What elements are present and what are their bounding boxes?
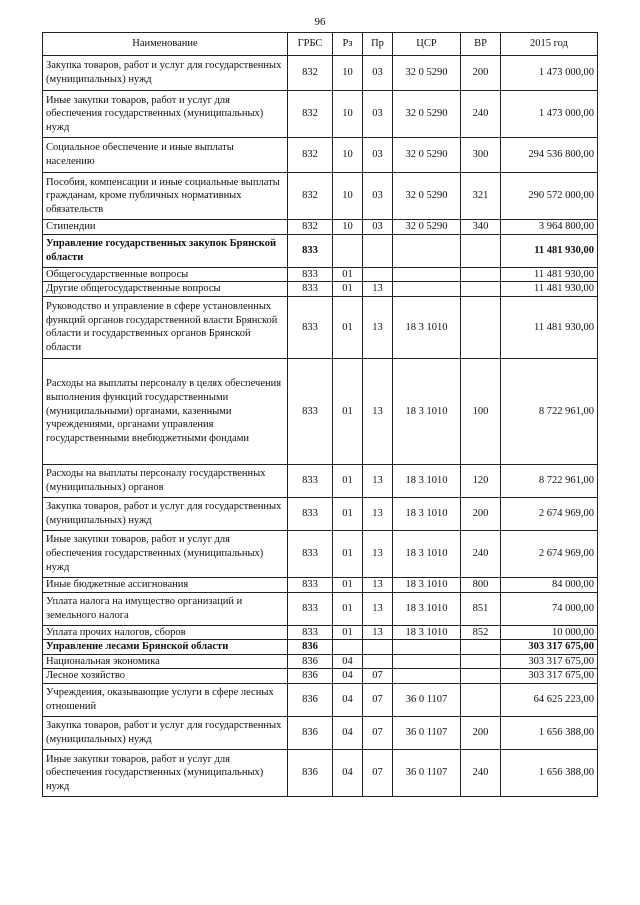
- row-vr: [461, 234, 501, 267]
- row-csr: 18 3 1010: [393, 497, 461, 530]
- row-grbs: 833: [288, 234, 333, 267]
- row-pr: 03: [363, 173, 393, 220]
- row-vr: [461, 654, 501, 669]
- row-name: Иные бюджетные ассигнования: [43, 577, 288, 592]
- row-rz: 01: [333, 296, 363, 358]
- row-csr: [393, 267, 461, 282]
- row-vr: 200: [461, 497, 501, 530]
- row-csr: [393, 282, 461, 297]
- table-row: [43, 267, 598, 282]
- row-name: Закупка товаров, работ и услуг для государственных (муниципальных) нужд: [43, 717, 288, 750]
- row-name: Стипендии: [43, 220, 288, 235]
- table-row: [43, 220, 598, 235]
- row-rz: 04: [333, 654, 363, 669]
- table-row: [43, 234, 598, 267]
- row-grbs: 832: [288, 138, 333, 173]
- header-vr: ВР: [461, 33, 501, 56]
- table-row: [43, 669, 598, 684]
- header-amount-2015: 2015 год: [501, 33, 598, 56]
- header-csr: ЦСР: [393, 33, 461, 56]
- row-amount: 303 317 675,00: [501, 640, 598, 655]
- row-vr: [461, 282, 501, 297]
- row-vr: 240: [461, 91, 501, 138]
- row-rz: 10: [333, 91, 363, 138]
- row-pr: 13: [363, 625, 393, 640]
- row-amount: 11 481 930,00: [501, 267, 598, 282]
- row-vr: [461, 267, 501, 282]
- header-rz: Рз: [333, 33, 363, 56]
- table-row: [43, 91, 598, 138]
- row-csr: 18 3 1010: [393, 530, 461, 577]
- row-vr: 120: [461, 464, 501, 497]
- row-grbs: 833: [288, 358, 333, 464]
- row-name: Расходы на выплаты персоналу государственных (муниципальных) органов: [43, 464, 288, 497]
- row-grbs: 833: [288, 577, 333, 592]
- row-vr: [461, 640, 501, 655]
- header-pr: Пр: [363, 33, 393, 56]
- row-csr: [393, 640, 461, 655]
- table-row: [43, 750, 598, 797]
- table-row: [43, 654, 598, 669]
- row-csr: 32 0 5290: [393, 138, 461, 173]
- row-name: Управление государственных закупок Брянской области: [43, 234, 288, 267]
- row-vr: 300: [461, 138, 501, 173]
- row-name: Другие общегосударственные вопросы: [43, 282, 288, 297]
- row-vr: 200: [461, 717, 501, 750]
- row-vr: 100: [461, 358, 501, 464]
- row-name: Закупка товаров, работ и услуг для государственных (муниципальных) нужд: [43, 497, 288, 530]
- row-pr: [363, 654, 393, 669]
- row-csr: [393, 654, 461, 669]
- row-csr: 32 0 5290: [393, 91, 461, 138]
- row-vr: 240: [461, 530, 501, 577]
- table-row: [43, 577, 598, 592]
- row-vr: 852: [461, 625, 501, 640]
- row-grbs: 836: [288, 654, 333, 669]
- row-rz: 01: [333, 282, 363, 297]
- row-grbs: 833: [288, 625, 333, 640]
- row-csr: 32 0 5290: [393, 220, 461, 235]
- row-grbs: 836: [288, 669, 333, 684]
- row-csr: [393, 669, 461, 684]
- row-name: Расходы на выплаты персоналу в целях обеспечения выполнения функций государственными (муниципальными) органами, казенными учреждениями, органами управления государственными внебюджетными фондами: [43, 358, 288, 464]
- row-vr: [461, 684, 501, 717]
- table-row: [43, 296, 598, 358]
- row-pr: 13: [363, 497, 393, 530]
- row-amount: 8 722 961,00: [501, 358, 598, 464]
- row-rz: 04: [333, 717, 363, 750]
- table-row: [43, 138, 598, 173]
- row-rz: [333, 234, 363, 267]
- row-rz: 04: [333, 669, 363, 684]
- row-amount: 84 000,00: [501, 577, 598, 592]
- row-amount: 303 317 675,00: [501, 654, 598, 669]
- table-row: [43, 282, 598, 297]
- row-grbs: 833: [288, 497, 333, 530]
- row-grbs: 833: [288, 530, 333, 577]
- table-row: [43, 684, 598, 717]
- row-rz: 01: [333, 530, 363, 577]
- row-name: Уплата налога на имущество организаций и земельного налога: [43, 592, 288, 625]
- row-amount: 3 964 800,00: [501, 220, 598, 235]
- row-csr: 18 3 1010: [393, 592, 461, 625]
- row-csr: [393, 234, 461, 267]
- header-grbs: ГРБС: [288, 33, 333, 56]
- row-grbs: 836: [288, 640, 333, 655]
- row-amount: 1 656 388,00: [501, 717, 598, 750]
- row-name: Социальное обеспечение и иные выплаты населению: [43, 138, 288, 173]
- row-grbs: 836: [288, 684, 333, 717]
- row-amount: 11 481 930,00: [501, 234, 598, 267]
- row-amount: 1 473 000,00: [501, 91, 598, 138]
- row-csr: 32 0 5290: [393, 56, 461, 91]
- row-pr: 13: [363, 577, 393, 592]
- row-csr: 36 0 1107: [393, 717, 461, 750]
- row-amount: 303 317 675,00: [501, 669, 598, 684]
- row-amount: 11 481 930,00: [501, 296, 598, 358]
- row-csr: 32 0 5290: [393, 173, 461, 220]
- row-pr: [363, 234, 393, 267]
- row-pr: 07: [363, 717, 393, 750]
- table-header-row: [43, 33, 598, 56]
- row-name: Иные закупки товаров, работ и услуг для обеспечения государственных (муниципальных) нужд: [43, 750, 288, 797]
- row-amount: 1 656 388,00: [501, 750, 598, 797]
- row-grbs: 833: [288, 296, 333, 358]
- row-amount: 1 473 000,00: [501, 56, 598, 91]
- row-rz: 01: [333, 267, 363, 282]
- row-pr: 13: [363, 296, 393, 358]
- row-pr: [363, 267, 393, 282]
- row-rz: 04: [333, 684, 363, 717]
- row-csr: 18 3 1010: [393, 358, 461, 464]
- row-pr: 13: [363, 592, 393, 625]
- row-pr: 13: [363, 464, 393, 497]
- row-grbs: 836: [288, 717, 333, 750]
- row-amount: 10 000,00: [501, 625, 598, 640]
- row-vr: 800: [461, 577, 501, 592]
- table-row: [43, 592, 598, 625]
- row-pr: 07: [363, 684, 393, 717]
- row-vr: 240: [461, 750, 501, 797]
- row-name: Иные закупки товаров, работ и услуг для обеспечения государственных (муниципальных) нужд: [43, 530, 288, 577]
- table-row: [43, 56, 598, 91]
- row-pr: 03: [363, 138, 393, 173]
- row-grbs: 832: [288, 173, 333, 220]
- table-row: [43, 173, 598, 220]
- table-row: [43, 497, 598, 530]
- row-vr: [461, 296, 501, 358]
- table-row: [43, 358, 598, 464]
- row-rz: 10: [333, 56, 363, 91]
- row-grbs: 833: [288, 267, 333, 282]
- row-csr: 18 3 1010: [393, 625, 461, 640]
- header-name: Наименование: [43, 33, 288, 56]
- row-pr: 03: [363, 91, 393, 138]
- row-name: Иные закупки товаров, работ и услуг для обеспечения государственных (муниципальных) нужд: [43, 91, 288, 138]
- row-amount: 2 674 969,00: [501, 497, 598, 530]
- row-grbs: 833: [288, 592, 333, 625]
- row-rz: 01: [333, 577, 363, 592]
- row-name: Учреждения, оказывающие услуги в сфере лесных отношений: [43, 684, 288, 717]
- row-pr: 13: [363, 530, 393, 577]
- row-rz: 10: [333, 173, 363, 220]
- row-name: Управление лесами Брянской области: [43, 640, 288, 655]
- row-rz: 10: [333, 138, 363, 173]
- row-rz: 01: [333, 464, 363, 497]
- row-rz: 10: [333, 220, 363, 235]
- row-vr: 200: [461, 56, 501, 91]
- row-name: Пособия, компенсации и иные социальные выплаты гражданам, кроме публичных нормативных обязательств: [43, 173, 288, 220]
- row-amount: 11 481 930,00: [501, 282, 598, 297]
- row-vr: 321: [461, 173, 501, 220]
- row-name: Национальная экономика: [43, 654, 288, 669]
- table-row: [43, 464, 598, 497]
- row-amount: 294 536 800,00: [501, 138, 598, 173]
- row-grbs: 836: [288, 750, 333, 797]
- row-amount: 74 000,00: [501, 592, 598, 625]
- table-row: [43, 530, 598, 577]
- row-vr: 340: [461, 220, 501, 235]
- row-rz: 01: [333, 358, 363, 464]
- row-name: Руководство и управление в сфере установленных функций органов государственной власти Брянской области и государственных органов Брянской области: [43, 296, 288, 358]
- row-amount: 64 625 223,00: [501, 684, 598, 717]
- row-name: Общегосударственные вопросы: [43, 267, 288, 282]
- row-pr: 13: [363, 282, 393, 297]
- row-pr: 13: [363, 358, 393, 464]
- row-name: Лесное хозяйство: [43, 669, 288, 684]
- row-csr: 18 3 1010: [393, 577, 461, 592]
- row-grbs: 833: [288, 282, 333, 297]
- row-rz: 04: [333, 750, 363, 797]
- row-grbs: 832: [288, 56, 333, 91]
- row-grbs: 832: [288, 220, 333, 235]
- row-rz: 01: [333, 625, 363, 640]
- row-pr: 07: [363, 750, 393, 797]
- table-row: [43, 640, 598, 655]
- row-csr: 36 0 1107: [393, 684, 461, 717]
- row-pr: [363, 640, 393, 655]
- row-vr: 851: [461, 592, 501, 625]
- row-name: Закупка товаров, работ и услуг для государственных (муниципальных) нужд: [43, 56, 288, 91]
- row-csr: 18 3 1010: [393, 296, 461, 358]
- table-row: [43, 717, 598, 750]
- row-csr: 18 3 1010: [393, 464, 461, 497]
- row-vr: [461, 669, 501, 684]
- row-pr: 07: [363, 669, 393, 684]
- row-amount: 2 674 969,00: [501, 530, 598, 577]
- table-row: [43, 625, 598, 640]
- row-amount: 8 722 961,00: [501, 464, 598, 497]
- row-grbs: 833: [288, 464, 333, 497]
- row-name: Уплата прочих налогов, сборов: [43, 625, 288, 640]
- row-rz: [333, 640, 363, 655]
- row-rz: 01: [333, 497, 363, 530]
- budget-table: [42, 32, 598, 797]
- page-number: 96: [314, 16, 326, 28]
- row-amount: 290 572 000,00: [501, 173, 598, 220]
- row-csr: 36 0 1107: [393, 750, 461, 797]
- row-pr: 03: [363, 56, 393, 91]
- row-pr: 03: [363, 220, 393, 235]
- row-rz: 01: [333, 592, 363, 625]
- row-grbs: 832: [288, 91, 333, 138]
